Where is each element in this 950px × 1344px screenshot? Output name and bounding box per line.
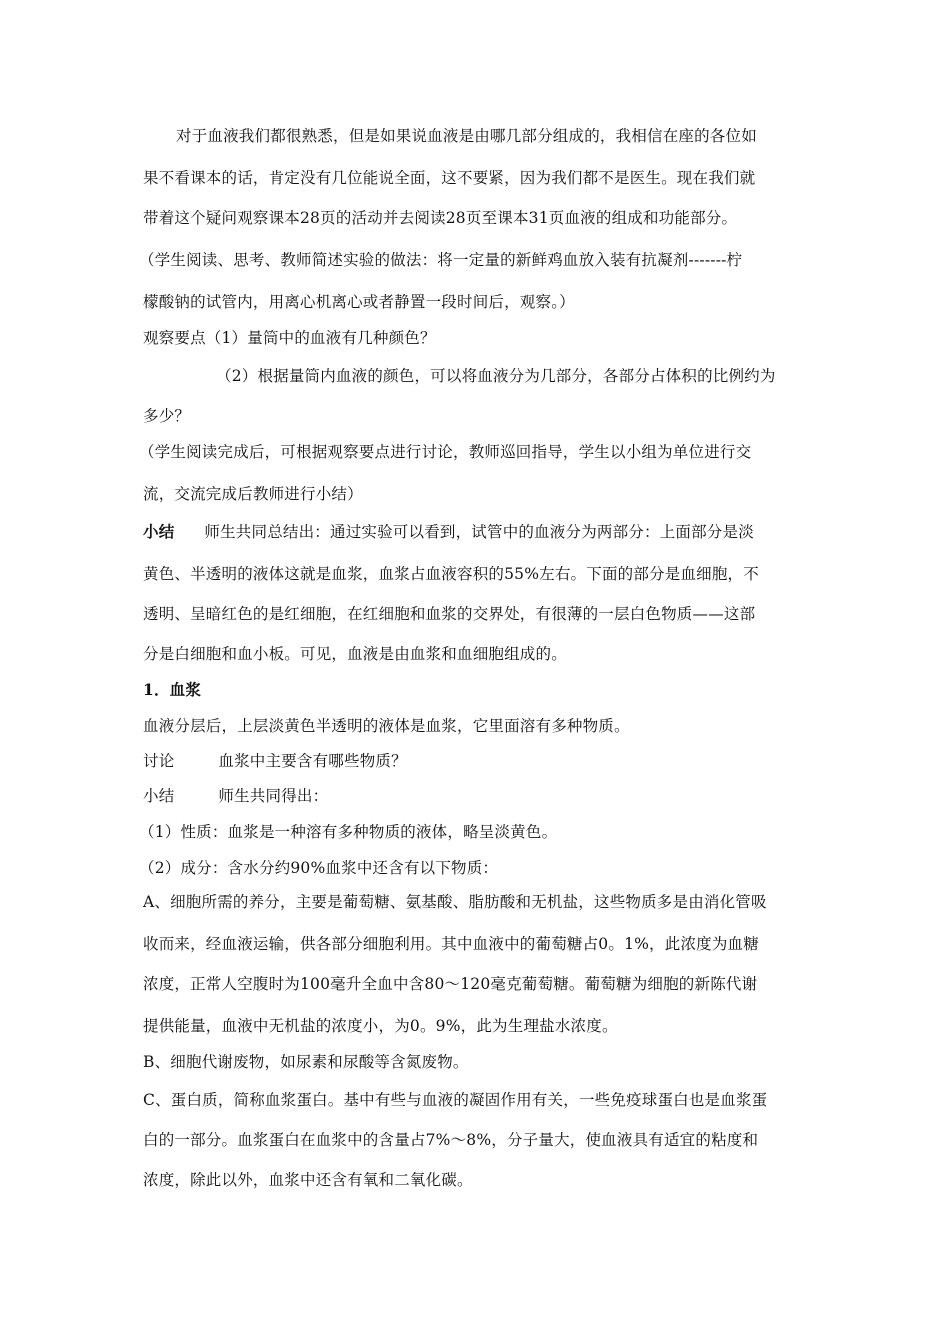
summary-line-3: 透明、呈暗红色的是红细胞，在红细胞和血浆的交界处，有很薄的一层白色物质——这部 [143,605,756,623]
item-a-line-1: A、细胞所需的养分，主要是葡萄糖、氨基酸、脂肪酸和无机盐，这些物质多是由消化管吸 [143,893,767,911]
summary-line-2: 黄色、半透明的液体这就是血浆，血浆占血液容积的55%左右。下面的部分是血细胞，不 [143,565,759,583]
discuss-label: 讨论 [143,752,175,770]
intro-line-1: 对于血液我们都很熟悉，但是如果说血液是由哪几部分组成的，我相信在座的各位如 [176,127,757,145]
summary-first-line [143,522,754,542]
item-c-line-1: C、蛋白质，简称血浆蛋白。基中有些与血液的凝固作用有关，一些免疫球蛋白也是血浆蛋 [143,1091,768,1109]
plasma-summary-row [143,786,328,806]
plasma-item-2: （2）成分：含水分约90%血浆中还含有以下物质： [139,859,499,877]
item-a-line-2: 收而来，经血液运输，供各部分细胞利用。其中血液中的葡萄糖占0。1%，此浓度为血糖 [143,935,759,953]
discussion-line-1: （学生阅读完成后，可根据观察要点进行讨论，教师巡回指导，学生以小组为单位进行交 [139,443,752,461]
item-a-line-3: 浓度，正常人空腹时为100毫升全血中含80～120毫克葡萄糖。葡萄糖为细胞的新陈代谢 [143,975,758,993]
item-c-line-3: 浓度，除此以外，血浆中还含有氧和二氧化碳。 [143,1171,473,1189]
activity-line-2: 檬酸钠的试管内，用离心机离心或者静置一段时间后，观察。） [143,293,575,311]
item-a-line-4: 提供能量，血液中无机盐的浓度小，为0。9%，此为生理盐水浓度。 [143,1017,618,1035]
summary-label: 小结 [143,522,175,541]
summary-first-text: 师生共同总结出：通过实验可以看到，试管中的血液分为两部分：上面部分是淡 [204,523,754,541]
observe-point-2: （2）根据量筒内血液的颜色，可以将血液分为几部分，各部分占体积的比例约为 [216,367,776,385]
intro-line-2: 果不看课本的话，肯定没有几位能说全面，这不要紧，因为我们都不是医生。现在我们就 [143,169,756,187]
item-c-line-2: 白的一部分。血浆蛋白在血浆中的含量占7%～8%，分子量大，使血液具有适宜的粘度和 [143,1131,759,1149]
discussion-line-2: 流，交流完成后教师进行小结） [143,485,363,503]
intro-line-3: 带着这个疑问观察课本28页的活动并去阅读28页至课本31页血液的组成和功能部分。 [143,209,738,227]
plasma-item-1: （1）性质：血浆是一种溶有多种物质的液体，略呈淡黄色。 [139,823,558,841]
section-heading-plasma: 1．血浆 [143,680,202,699]
plasma-summary-label: 小结 [143,787,175,805]
item-b-line: B、细胞代谢废物，如尿素和尿酸等含氮废物。 [143,1053,469,1071]
discuss-text: 血浆中主要含有哪些物质？ [218,752,407,770]
observe-point-2-cont: 多少？ [143,407,191,425]
discuss-row [143,751,407,771]
activity-line-1: （学生阅读、思考、教师简述实验的做法：将一定量的新鲜鸡血放入装有抗凝剂-------柠 [139,251,743,269]
observe-point-1: 观察要点（1）量筒中的血液有几种颜色？ [143,329,436,347]
summary-line-4: 分是白细胞和血小板。可见，血液是由血浆和血细胞组成的。 [143,645,567,663]
plasma-description: 血液分层后，上层淡黄色半透明的液体是血浆，它里面溶有多种物质。 [143,717,630,735]
plasma-summary-text: 师生共同得出： [218,787,329,805]
